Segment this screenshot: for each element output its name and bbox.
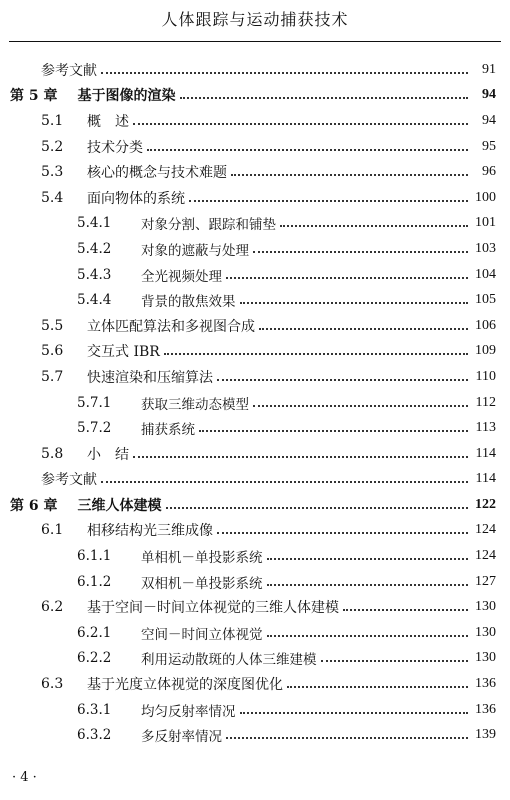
toc-entry-title: 核心的概念与技术难题 — [87, 165, 227, 182]
toc-subsection — [0, 262, 510, 288]
toc-entry-page: 113 — [475, 420, 496, 436]
toc-entry-number: 5.5 — [41, 317, 64, 334]
dot-leader — [101, 72, 468, 74]
toc-entry-page: 110 — [475, 368, 496, 384]
header-rule — [9, 41, 501, 42]
toc-entry-title: 双相机－单投影系统 — [141, 575, 263, 592]
toc-entry-title: 参考文献 — [41, 472, 97, 489]
toc-section — [0, 134, 510, 160]
toc-entry-title: 参考文献 — [41, 62, 97, 79]
toc-entry-title: 小 结 — [87, 446, 129, 463]
dot-leader — [226, 277, 468, 279]
toc-entry-title: 相移结构光三维成像 — [87, 523, 213, 540]
toc-subsection — [0, 543, 510, 569]
dot-leader — [240, 302, 469, 304]
toc-entry-title: 交互式 IBR — [87, 344, 160, 361]
dot-leader — [199, 430, 468, 432]
toc-entry-number: 5.4.4 — [77, 292, 112, 309]
toc-entry-number: 6.3.2 — [77, 727, 112, 744]
dot-leader — [217, 532, 468, 534]
toc-entry-title: 对象分割、跟踪和铺垫 — [141, 217, 276, 234]
toc-entry-page: 124 — [475, 548, 496, 564]
toc-entry-page: 124 — [475, 522, 496, 538]
toc-entry-title: 均匀反射率情况 — [141, 703, 236, 720]
toc-references — [0, 57, 510, 83]
toc-entry-page: 103 — [475, 240, 496, 256]
toc-entry-title: 空间－时间立体视觉 — [141, 626, 263, 643]
toc-entry-title: 快速渲染和压缩算法 — [87, 369, 213, 386]
toc-entry-page: 94 — [482, 112, 496, 128]
toc-entry-title: 对象的遮蔽与处理 — [141, 242, 249, 259]
toc-section — [0, 185, 510, 211]
toc-entry-page: 130 — [475, 599, 496, 615]
toc-entry-number: 5.4.1 — [77, 215, 112, 232]
toc-entry-title: 多反射率情况 — [141, 729, 222, 746]
toc-entry-number: 5.4.3 — [77, 266, 112, 283]
toc-entry-page: 130 — [475, 650, 496, 666]
toc-entry-number: 第 5 章 — [10, 88, 58, 105]
toc-entry-page: 112 — [475, 394, 496, 410]
dot-leader — [189, 200, 468, 202]
toc-entry-number: 5.7.2 — [77, 420, 112, 437]
dot-leader — [267, 558, 469, 560]
toc-entry-title: 捕获系统 — [141, 422, 195, 439]
toc-entry-title: 背景的散焦效果 — [141, 294, 236, 311]
toc-entry-number: 5.2 — [41, 138, 64, 155]
toc-entry-page: 96 — [482, 164, 496, 180]
toc-section — [0, 159, 510, 185]
toc-entry-title: 单相机－单投影系统 — [141, 550, 263, 567]
toc-section — [0, 518, 510, 544]
toc-entry-number: 6.1.1 — [77, 548, 112, 565]
toc-entry-page: 130 — [475, 624, 496, 640]
toc-entry-number: 6.2.1 — [77, 624, 112, 641]
toc-entry-number: 6.3.1 — [77, 701, 112, 718]
toc-subsection — [0, 415, 510, 441]
toc-entry-page: 91 — [482, 61, 496, 77]
dot-leader — [133, 456, 468, 458]
toc-entry-title: 基于光度立体视觉的深度图优化 — [87, 677, 283, 694]
dot-leader — [101, 481, 468, 483]
toc-entry-page: 94 — [482, 87, 496, 103]
dot-leader — [321, 660, 469, 662]
dot-leader — [259, 328, 468, 330]
toc-section — [0, 671, 510, 697]
toc-entry-number: 6.1.2 — [77, 573, 112, 590]
toc-entry-page: 122 — [475, 496, 496, 512]
toc-entry-number: 5.3 — [41, 164, 64, 181]
toc-entry-page: 109 — [475, 343, 496, 359]
toc-entry-number: 5.6 — [41, 343, 64, 360]
toc-subsection — [0, 211, 510, 237]
toc-entry-number: 6.3 — [41, 676, 64, 693]
dot-leader — [133, 123, 468, 125]
toc-section — [0, 108, 510, 134]
toc-chapter — [0, 492, 510, 518]
toc-subsection — [0, 569, 510, 595]
toc-entry-page: 100 — [475, 189, 496, 205]
toc-subsection — [0, 697, 510, 723]
toc-entry-title: 获取三维动态模型 — [141, 396, 249, 413]
toc-subsection — [0, 722, 510, 748]
toc-entry-title: 利用运动散斑的人体三维建模 — [141, 652, 317, 669]
dot-leader — [253, 251, 468, 253]
toc-entry-number: 5.4.2 — [77, 240, 112, 257]
toc-section — [0, 441, 510, 467]
toc-entry-page: 114 — [475, 445, 496, 461]
dot-leader — [166, 507, 469, 509]
dot-leader — [226, 737, 468, 739]
page-number: · 4 · — [12, 770, 37, 785]
toc-entry-title: 技术分类 — [87, 139, 143, 156]
toc-chapter — [0, 83, 510, 109]
toc-subsection — [0, 646, 510, 672]
toc-section — [0, 313, 510, 339]
toc-entry-title: 全光视频处理 — [141, 268, 222, 285]
toc-entry-page: 127 — [475, 573, 496, 589]
dot-leader — [217, 379, 468, 381]
toc-entry-number: 6.2.2 — [77, 650, 112, 667]
toc-entry-page: 105 — [475, 292, 496, 308]
toc-entry-page: 136 — [475, 701, 496, 717]
toc-entry-number: 5.7 — [41, 368, 64, 385]
toc-subsection — [0, 287, 510, 313]
dot-leader — [231, 174, 468, 176]
dot-leader — [267, 584, 469, 586]
toc-references — [0, 467, 510, 493]
toc-entry-number: 5.8 — [41, 445, 64, 462]
toc-entry-number: 5.7.1 — [77, 394, 112, 411]
toc-entry-title: 面向物体的系统 — [87, 190, 185, 207]
running-header: 人体跟踪与运动捕获技术 — [161, 10, 349, 29]
toc-entry-title: 基于空间－时间立体视觉的三维人体建模 — [87, 600, 339, 617]
toc-entry-page: 136 — [475, 676, 496, 692]
toc-entry-title: 基于图像的渲染 — [77, 88, 176, 105]
toc-entry-number: 第 6 章 — [10, 497, 58, 514]
toc-entry-title: 概 述 — [87, 113, 129, 130]
dot-leader — [287, 686, 468, 688]
dot-leader — [164, 353, 468, 355]
dot-leader — [343, 609, 468, 611]
table-of-contents — [0, 57, 510, 748]
toc-entry-number: 6.2 — [41, 599, 64, 616]
toc-subsection — [0, 236, 510, 262]
toc-subsection — [0, 620, 510, 646]
toc-entry-number: 5.4 — [41, 189, 64, 206]
toc-subsection — [0, 390, 510, 416]
toc-entry-page: 101 — [475, 215, 496, 231]
toc-entry-page: 104 — [475, 266, 496, 282]
toc-entry-number: 5.1 — [41, 112, 64, 129]
toc-entry-page: 95 — [482, 138, 496, 154]
dot-leader — [267, 635, 469, 637]
toc-section — [0, 594, 510, 620]
toc-entry-page: 114 — [475, 471, 496, 487]
dot-leader — [180, 97, 469, 99]
dot-leader — [240, 712, 469, 714]
toc-entry-title: 三维人体建模 — [77, 497, 162, 514]
toc-entry-page: 106 — [475, 317, 496, 333]
toc-entry-number: 6.1 — [41, 522, 64, 539]
dot-leader — [253, 405, 468, 407]
toc-entry-title: 立体匹配算法和多视图合成 — [87, 318, 255, 335]
dot-leader — [147, 149, 468, 151]
dot-leader — [280, 225, 468, 227]
toc-section — [0, 339, 510, 365]
toc-entry-page: 139 — [475, 727, 496, 743]
toc-section — [0, 364, 510, 390]
